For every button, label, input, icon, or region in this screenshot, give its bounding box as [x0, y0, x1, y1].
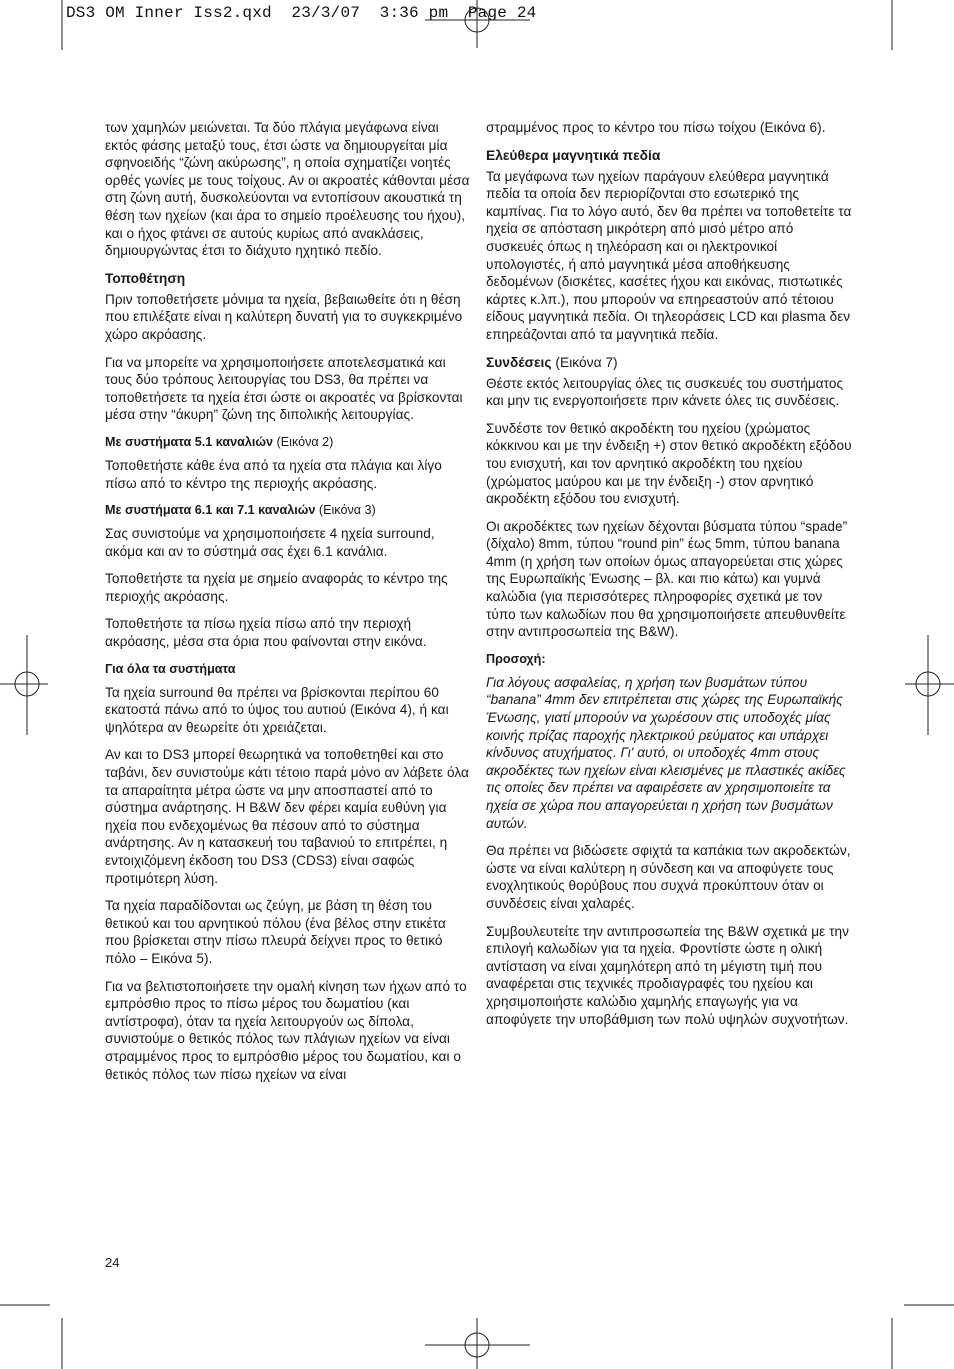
print-slug-line: DS3 OM Inner Iss2.qxd 23/3/07 3:36 pm Page 24: [66, 4, 537, 22]
paragraph: Οι ακροδέκτες των ηχείων δέχονται βύσματα τύπου “spade” (δίχαλο) 8mm, τύπου “round pin” έως 5mm, τύπου banana 4mm (η χρήση των οποίων όμως απαγορεύεται στις χώρες της Ευρωπαϊκής Ένωσης – βλ. και πιο κάτω) και γυμνά καλώδια (για περισσότερες πληροφορίες σχετικά με τον τύπο των καλωδίων που θα χρησιμοποιήσετε απευθυνθείτε στην αντιπροσωπεία της B&W).: [486, 518, 848, 640]
subheading-all-systems: Για όλα τα συστήματα: [105, 661, 236, 676]
paragraph: Σας συνιστούμε να χρησιμοποιήσετε 4 ηχεία surround, ακόμα και αν το σύστημά σας έχει 6.1 κανάλια.: [105, 526, 435, 559]
paragraph: Τα μεγάφωνα των ηχείων παράγουν ελεύθερα μαγνητικά πεδία τα οποία δεν περιορίζονται στο εσωτερικό της καμπίνας. Για το λόγο αυτό, δεν θα πρέπει να τοποθετείτε τα ηχεία σε απόσταση μικρότερη από μισό μέτρο από συσκευές όπως η τηλεόραση και οι ηλεκτρονικοί υπολογιστές, ή από μαγνητικά μέσα αποθήκευσης δεδομένων (δισκέτες, κασέτες ήχου και εικόνας, πιστωτικές κάρτες κ.λπ.), που μπορούν να επηρεαστούν από τέτοιου είδους μαγνητικά πεδία. Οι τηλεοράσεις LCD και plasma δεν επηρεάζονται από τα μαγνητικά πεδία.: [486, 168, 852, 342]
paragraph: Τα ηχεία παραδίδονται ως ζεύγη, με βάση τη θέση του θετικού και του αρνητικού πόλου (ένα βέλος στην ετικέτα που βρίσκεται στην πίσω πλευρά δείχνει προς το θετικό πόλο – Εικόνα 5).: [105, 898, 446, 966]
figure-reference: (Εικόνα 2): [273, 434, 334, 449]
registration-mark-right: [905, 635, 954, 735]
paragraph: Πριν τοποθετήσετε μόνιμα τα ηχεία, βεβαιωθείτε ότι η θέση που επιλέξατε είναι η καλύτερη δυνατή για το συγκεκριμένο χώρο ακρόασης.: [105, 291, 463, 342]
right-column: [486, 119, 852, 1038]
subheading-5-1-systems: [105, 434, 471, 451]
paragraph: Τα ηχεία surround θα πρέπει να βρίσκονται περίπου 60 εκατοστά πάνω από το ύψος του αυτιού (Εικόνα 4), ή και ψηλότερα αν θεωρείτε ότι χρειάζεται.: [105, 684, 449, 735]
paragraph: των χαμηλών μειώνεται. Τα δύο πλάγια μεγάφωνα είναι εκτός φάσης μεταξύ τους, έτσι ώστε να δημιουργείται μία σφηνοειδής “ζώνη ακύρωσης”, η οποία σχηματίζει νοητές ορθές γωνίες με τους τοίχους. Αν οι ακροατές κάθονται μέσα στη ζώνη αυτή, δυσκολεύονται να εντοπίσουν ακουστικά τη θέση των ηχείων (και άρα το σημείο προέλευσης του ήχου), και ο ήχος φτάνει σε αυτούς κυρίως από ανακλάσεις, δημιουργώντας έτσι το διάχυτο ηχητικό πεδίο.: [105, 120, 470, 259]
heading-placement: Τοποθέτηση: [105, 270, 186, 286]
paragraph: Θα πρέπει να βιδώσετε σφιχτά τα καπάκια των ακροδεκτών, ώστε να είναι καλύτερη η σύνδεση και να αποφύγετε τους ενοχλητικούς θορύβους που συχνά προκύπτουν όταν οι συνδέσεις είναι χαλαρές.: [486, 843, 851, 911]
paragraph: Για να μπορείτε να χρησιμοποιήσετε αποτελεσματικά και τους δύο τρόπους λειτουργίας του DS3, θα πρέπει να τοποθετήσετε τα ηχεία έτσι ώστε οι ακροατές να βρίσκονται μέσα στην “άκυρη” ζώνη της διπολικής λειτουργίας.: [105, 354, 463, 423]
paragraph: Θέστε εκτός λειτουργίας όλες τις συσκευές του συστήματος και μην τις ενεργοποιήσετε πριν κάνετε όλες τις συνδέσεις.: [486, 375, 844, 409]
subheading-caution: Προσοχή:: [486, 651, 546, 666]
registration-mark-left: [0, 635, 48, 735]
subheading-text: Με συστήματα 5.1 καναλιών: [105, 434, 274, 449]
paragraph: Τοποθετήστε τα πίσω ηχεία πίσω από την περιοχή ακρόασης, μέσα στα όρια που φαίνονται στην εικόνα.: [105, 616, 427, 650]
paragraph: Τοποθετήστε κάθε ένα από τα ηχεία στα πλάγια και λίγο πίσω από το κέντρο της περιοχής ακρόασης.: [105, 457, 442, 491]
heading-connections: [486, 354, 852, 372]
caution-paragraph: Για λόγους ασφαλείας, η χρήση των βυσμάτων τύπου “banana” 4mm δεν επιτρέπεται στις χώρες της Ευρωπαϊκής Ένωσης, γιατί μπορούν να χωρέσουν στις υποδοχές μίας κοινής πρίζας παροχής ηλεκτρικού ρεύματος και υπάρχει κίνδυνος ατυχήματος. Γι' αυτό, οι υποδοχές 4mm στους ακροδέκτες των ηχείων είναι κλεισμένες με πλαστικές ακίδες τις οποίες δεν πρέπει να αφαιρέσετε αν χρησιμοποιείτε τα ηχεία σε χώρα που απαγορεύεται η χρήση των βυσμάτων αυτών.: [486, 674, 846, 831]
registration-mark-top: [425, 0, 530, 48]
registration-mark-bottom: [425, 1318, 530, 1369]
left-column: [105, 119, 471, 1093]
heading-text: Συνδέσεις: [486, 354, 552, 370]
paragraph: στραμμένος προς το κέντρο του πίσω τοίχου (Εικόνα 6).: [486, 120, 826, 135]
paragraph: Για να βελτιστοποιήσετε την ομαλή κίνηση των ήχων από το εμπρόσθιο προς το πίσω μέρος του δωματίου (και αντίστροφα), όταν τα ηχεία λειτουργούν ως δίπολα, συνιστούμε ο θετικός πόλος των πλάγιων ηχείων να είναι στραμμένος προς το εμπρόσθιο μέρος του δωματίου, και ο θετικός πόλος των πίσω ηχείων να είναι: [105, 978, 467, 1082]
subheading-text: Με συστήματα 6.1 και 7.1 καναλιών: [105, 503, 316, 518]
paragraph: Αν και το DS3 μπορεί θεωρητικά να τοποθετηθεί και στο ταβάνι, δεν συνιστούμε κάτι τέτοιο παρά μόνο αν λάβετε όλα τα απαραίτητα μέτρα ώστε να μην αποσπαστεί από το σύστημα ανάρτησης. Η B&W δεν φέρει καμία ευθύνη για ηχεία που ενδεχομένως θα πέσουν από το σύστημα ανάρτησης. Αν η κατασκευή του ταβανιού το επιτρέπει, η εντοιχιζόμενη έκδοση του DS3 (CDS3) είναι σαφώς προτιμότερη λύση.: [105, 747, 469, 886]
figure-reference: (Εικόνα 3): [315, 503, 376, 518]
paragraph: Τοποθετήστε τα ηχεία με σημείο αναφοράς το κέντρο της περιοχής ακρόασης.: [105, 571, 448, 604]
page-number: 24: [105, 1255, 120, 1270]
figure-reference: (Εικόνα 7): [551, 354, 618, 370]
paragraph: Συνδέστε τον θετικό ακροδέκτη του ηχείου (χρώματος κόκκινου και με την ένδειξη +) στον θετικό ακροδέκτη εξόδου του ενισχυτή, και τον αρνητικό ακροδέκτη του ηχείου (χρώματος μαύρου και με την ένδειξη -) στον αρνητικό ακροδέκτη εξόδου του ενισχυτή.: [486, 420, 852, 507]
subheading-6-1-7-1-systems: [105, 502, 471, 519]
heading-magnetic-fields: Ελεύθερα μαγνητικά πεδία: [486, 147, 661, 163]
paragraph: Συμβουλευτείτε την αντιπροσωπεία της B&W σχετικά με την επιλογή καλωδίων για τα ηχεία. Φροντίστε ώστε η ολική αντίσταση να είναι χαμηλότερη από τη μέγιστη τιμή που αναφέρεται στις τεχνικές προδιαγραφές του ηχείου και χρησιμοποιήστε καλώδιο χαμηλής επαγωγής για να αποφύγετε την υποβάθμιση των πολύ υψηλών συχνοτήτων.: [486, 923, 849, 1027]
